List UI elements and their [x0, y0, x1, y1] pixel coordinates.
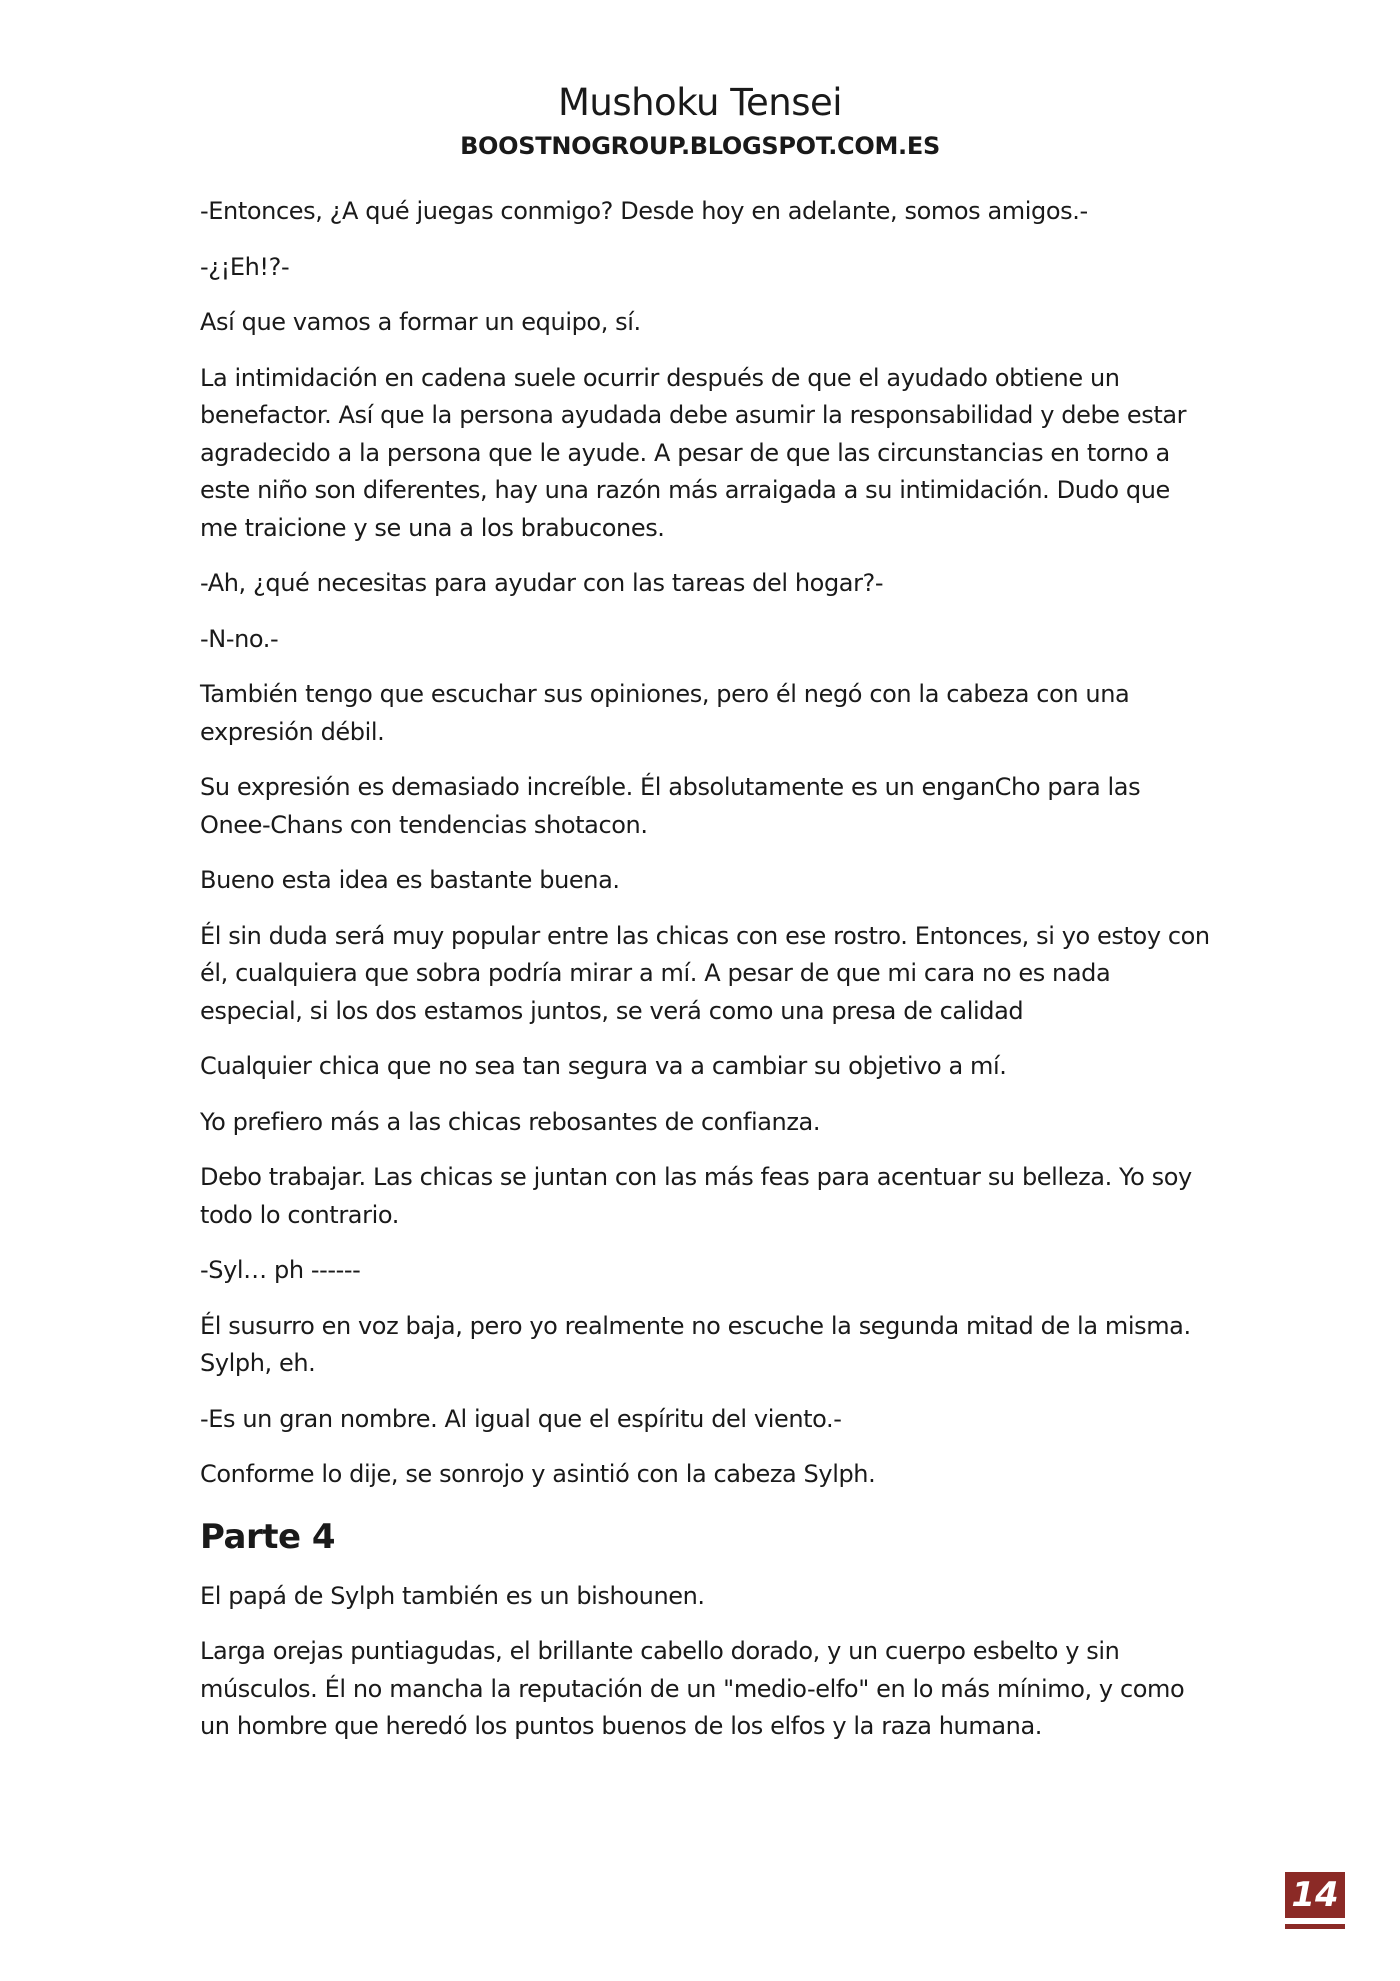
paragraph: El papá de Sylph también es un bishounen. [200, 1581, 705, 1610]
paragraph: Conforme lo dije, se sonrojo y asintió con la cabeza Sylph. [200, 1460, 876, 1488]
paragraph: -¿¡Eh!?- [200, 252, 290, 281]
book-title: Mushoku Tensei [557, 81, 843, 124]
paragraph: -Es un gran nombre. Al igual que el espíritu del viento.- [200, 1404, 842, 1433]
paragraph: Cualquier chica que no sea tan segura va a cambiar su objetivo a mí. [200, 1052, 1007, 1080]
paragraph: La intimidación en cadena suele ocurrir después de que el ayudado obtiene un benefactor. Así que la persona ayudada debe asumir la responsabilidad y debe estar agradecido a la persona que le ayude. A pesar de que las circunstancias en torno a este niño son diferentes, hay una razón más arraigada a su intimidación. Dudo que me traicione y se una a los brabucones. [200, 363, 1187, 542]
paragraph: -Ah, ¿qué necesitas para ayudar con las tareas del hogar?- [200, 569, 884, 597]
paragraph: -Entonces, ¿A qué juegas conmigo? Desde hoy en adelante, somos amigos.- [200, 197, 1088, 225]
section-heading: Parte 4 [200, 1516, 336, 1557]
page-header [0, 78, 1400, 162]
page-number: 14 [1285, 1872, 1345, 1918]
paragraph: También tengo que escuchar sus opiniones, pero él negó con la cabeza con una expresión débil. [200, 680, 1130, 746]
paragraph: Yo prefiero más a las chicas rebosantes de confianza. [200, 1107, 821, 1136]
paragraph: Él susurro en voz baja, pero yo realmente no escuche la segunda mitad de la misma. Sylph, eh. [200, 1311, 1191, 1377]
paragraph: Bueno esta idea es bastante buena. [200, 866, 620, 894]
paragraph: -N-no.- [200, 624, 279, 653]
paragraph: Él sin duda será muy popular entre las chicas con ese rostro. Entonces, si yo estoy con él, cualquiera que sobra podría mirar a mí. A pesar de que mi cara no es nada especial, si los dos estamos juntos, se verá como una presa de calidad [200, 921, 1210, 1025]
paragraph: -Syl… ph ------ [200, 1256, 361, 1284]
site-url: BOOSTNOGROUP.BLOGSPOT.COM.ES [460, 132, 940, 160]
paragraph: Larga orejas puntiagudas, el brillante cabello dorado, y un cuerpo esbelto y sin músculos. Él no mancha la reputación de un "medio-elfo" en lo más mínimo, y como un hombre que heredó los puntos buenos de los elfos y la raza humana. [200, 1637, 1185, 1740]
paragraph: Debo trabajar. Las chicas se juntan con las más feas para acentuar su belleza. Yo soy todo lo contrario. [200, 1163, 1192, 1229]
paragraph: Su expresión es demasiado increíble. Él absolutamente es un enganCho para las Onee-Chans con tendencias shotacon. [200, 773, 1141, 839]
page-content [200, 193, 1210, 1764]
page-number-underline [1285, 1924, 1345, 1929]
paragraph: Así que vamos a formar un equipo, sí. [200, 308, 641, 336]
